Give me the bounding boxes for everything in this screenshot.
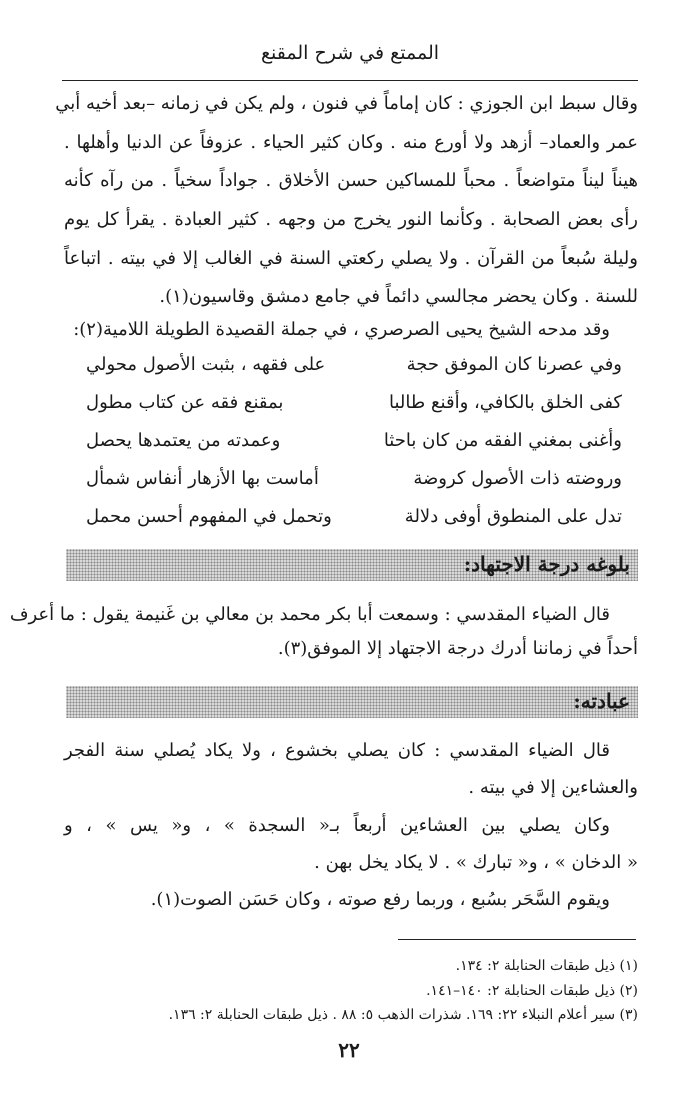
verse-first-hemistich: وفي عصرنا كان الموفق حجة bbox=[406, 354, 622, 375]
footnote: (٢) ذيل طبقات الحنابلة ٢: ١٤٠–١٤١. bbox=[426, 983, 638, 999]
verse-second-hemistich: على فقهه ، بثبت الأصول محولي bbox=[86, 354, 326, 375]
paragraph-line: عمر والعماد– أزهد ولا أورع منه . وكان كثير الحياء . عزوفاً عن الدنيا وأهلها . bbox=[64, 132, 638, 153]
paragraph-line: للسنة . وكان يحضر مجالسي دائماً في جامع دمشق وقاسيون(١). bbox=[159, 286, 638, 307]
verse-first-hemistich: كفى الخلق بالكافي، وأقنع طالبا bbox=[389, 392, 622, 413]
paragraph-line: والعشاءين إلا في بيته . bbox=[468, 777, 638, 798]
section-heading-bar bbox=[66, 549, 638, 581]
poem-verse bbox=[86, 505, 622, 529]
paragraph-line: هيناً ليناً متواضعاً . محباً للمساكين حسن الأخلاق . جواداً سخياً . من رآه كأنه bbox=[64, 170, 638, 191]
verse-second-hemistich: بمقنع فقه عن كتاب مطول bbox=[86, 392, 284, 413]
verse-second-hemistich: وتحمل في المفهوم أحسن محمل bbox=[86, 506, 332, 527]
paragraph-line: أحداً في زماننا أدرك درجة الاجتهاد إلا الموفق(٣). bbox=[277, 638, 638, 659]
paragraph-line: ويقوم السَّحَر بسُبع ، وربما رفع صوته ، وكان حَسَن الصوت(١). bbox=[150, 889, 610, 910]
poem-verse bbox=[86, 467, 622, 491]
poem-verse bbox=[86, 353, 622, 377]
header-rule bbox=[62, 80, 638, 81]
paragraph-line: وقال سبط ابن الجوزي : كان إماماً في فنون ، ولم يكن في زمانه –بعد أخيه أبي bbox=[55, 93, 638, 114]
footnote: (٣) سير أعلام النبلاء ٢٢: ١٦٩. شذرات الذهب ٥: ٨٨ . ذيل طبقات الحنابلة ٢: ١٣٦. bbox=[168, 1007, 638, 1023]
poem-verse bbox=[86, 429, 622, 453]
section-heading: عبادته: bbox=[573, 689, 630, 713]
footnote: (١) ذيل طبقات الحنابلة ٢: ١٣٤. bbox=[455, 958, 638, 974]
verse-first-hemistich: تدل على المنطوق أوفى دلالة bbox=[404, 506, 622, 527]
paragraph-line: رأى بعض الصحابة . وكأنما النور يخرج من وجهه . كثير العبادة . يقرأ كل يوم bbox=[64, 209, 638, 230]
page-number: ٢٢ bbox=[338, 1038, 360, 1062]
section-heading-bar bbox=[66, 686, 638, 718]
verse-second-hemistich: أماست بها الأزهار أنفاس شمأل bbox=[86, 468, 319, 489]
poem-verse bbox=[86, 391, 622, 415]
section-heading: بلوغه درجة الاجتهاد: bbox=[463, 552, 630, 576]
paragraph-line: وقد مدحه الشيخ يحيى الصرصري ، في جملة القصيدة الطويلة اللامية(٢): bbox=[73, 319, 610, 340]
paragraph-line: قال الضياء المقدسي : وسمعت أبا بكر محمد بن معالي بن غَنيمة يقول : ما أعرف bbox=[9, 604, 610, 625]
paragraph-line: وليلة سُبعاً من القرآن . ولا يصلي ركعتي السنة في الغالب إلا في بيته . اتباعاً bbox=[64, 248, 638, 269]
paragraph-line: قال الضياء المقدسي : كان يصلي بخشوع ، ولا يكاد يُصلي سنة الفجر bbox=[64, 740, 610, 761]
paragraph-line: « الدخان » ، و« تبارك » . لا يكاد يخل بهن . bbox=[314, 852, 638, 873]
paragraph-line: وكان يصلي بين العشاءين أربعاً بـ« السجدة » ، و« يس » ، و bbox=[64, 815, 610, 836]
verse-first-hemistich: وروضته ذات الأصول كروضة bbox=[413, 468, 622, 489]
running-header: الممتع في شرح المقنع bbox=[260, 42, 440, 64]
verse-first-hemistich: وأغنى بمغني الفقه من كان باحثا bbox=[383, 430, 622, 451]
verse-second-hemistich: وعمدته من يعتمدها يحصل bbox=[86, 430, 281, 451]
footnote-rule bbox=[398, 939, 636, 940]
